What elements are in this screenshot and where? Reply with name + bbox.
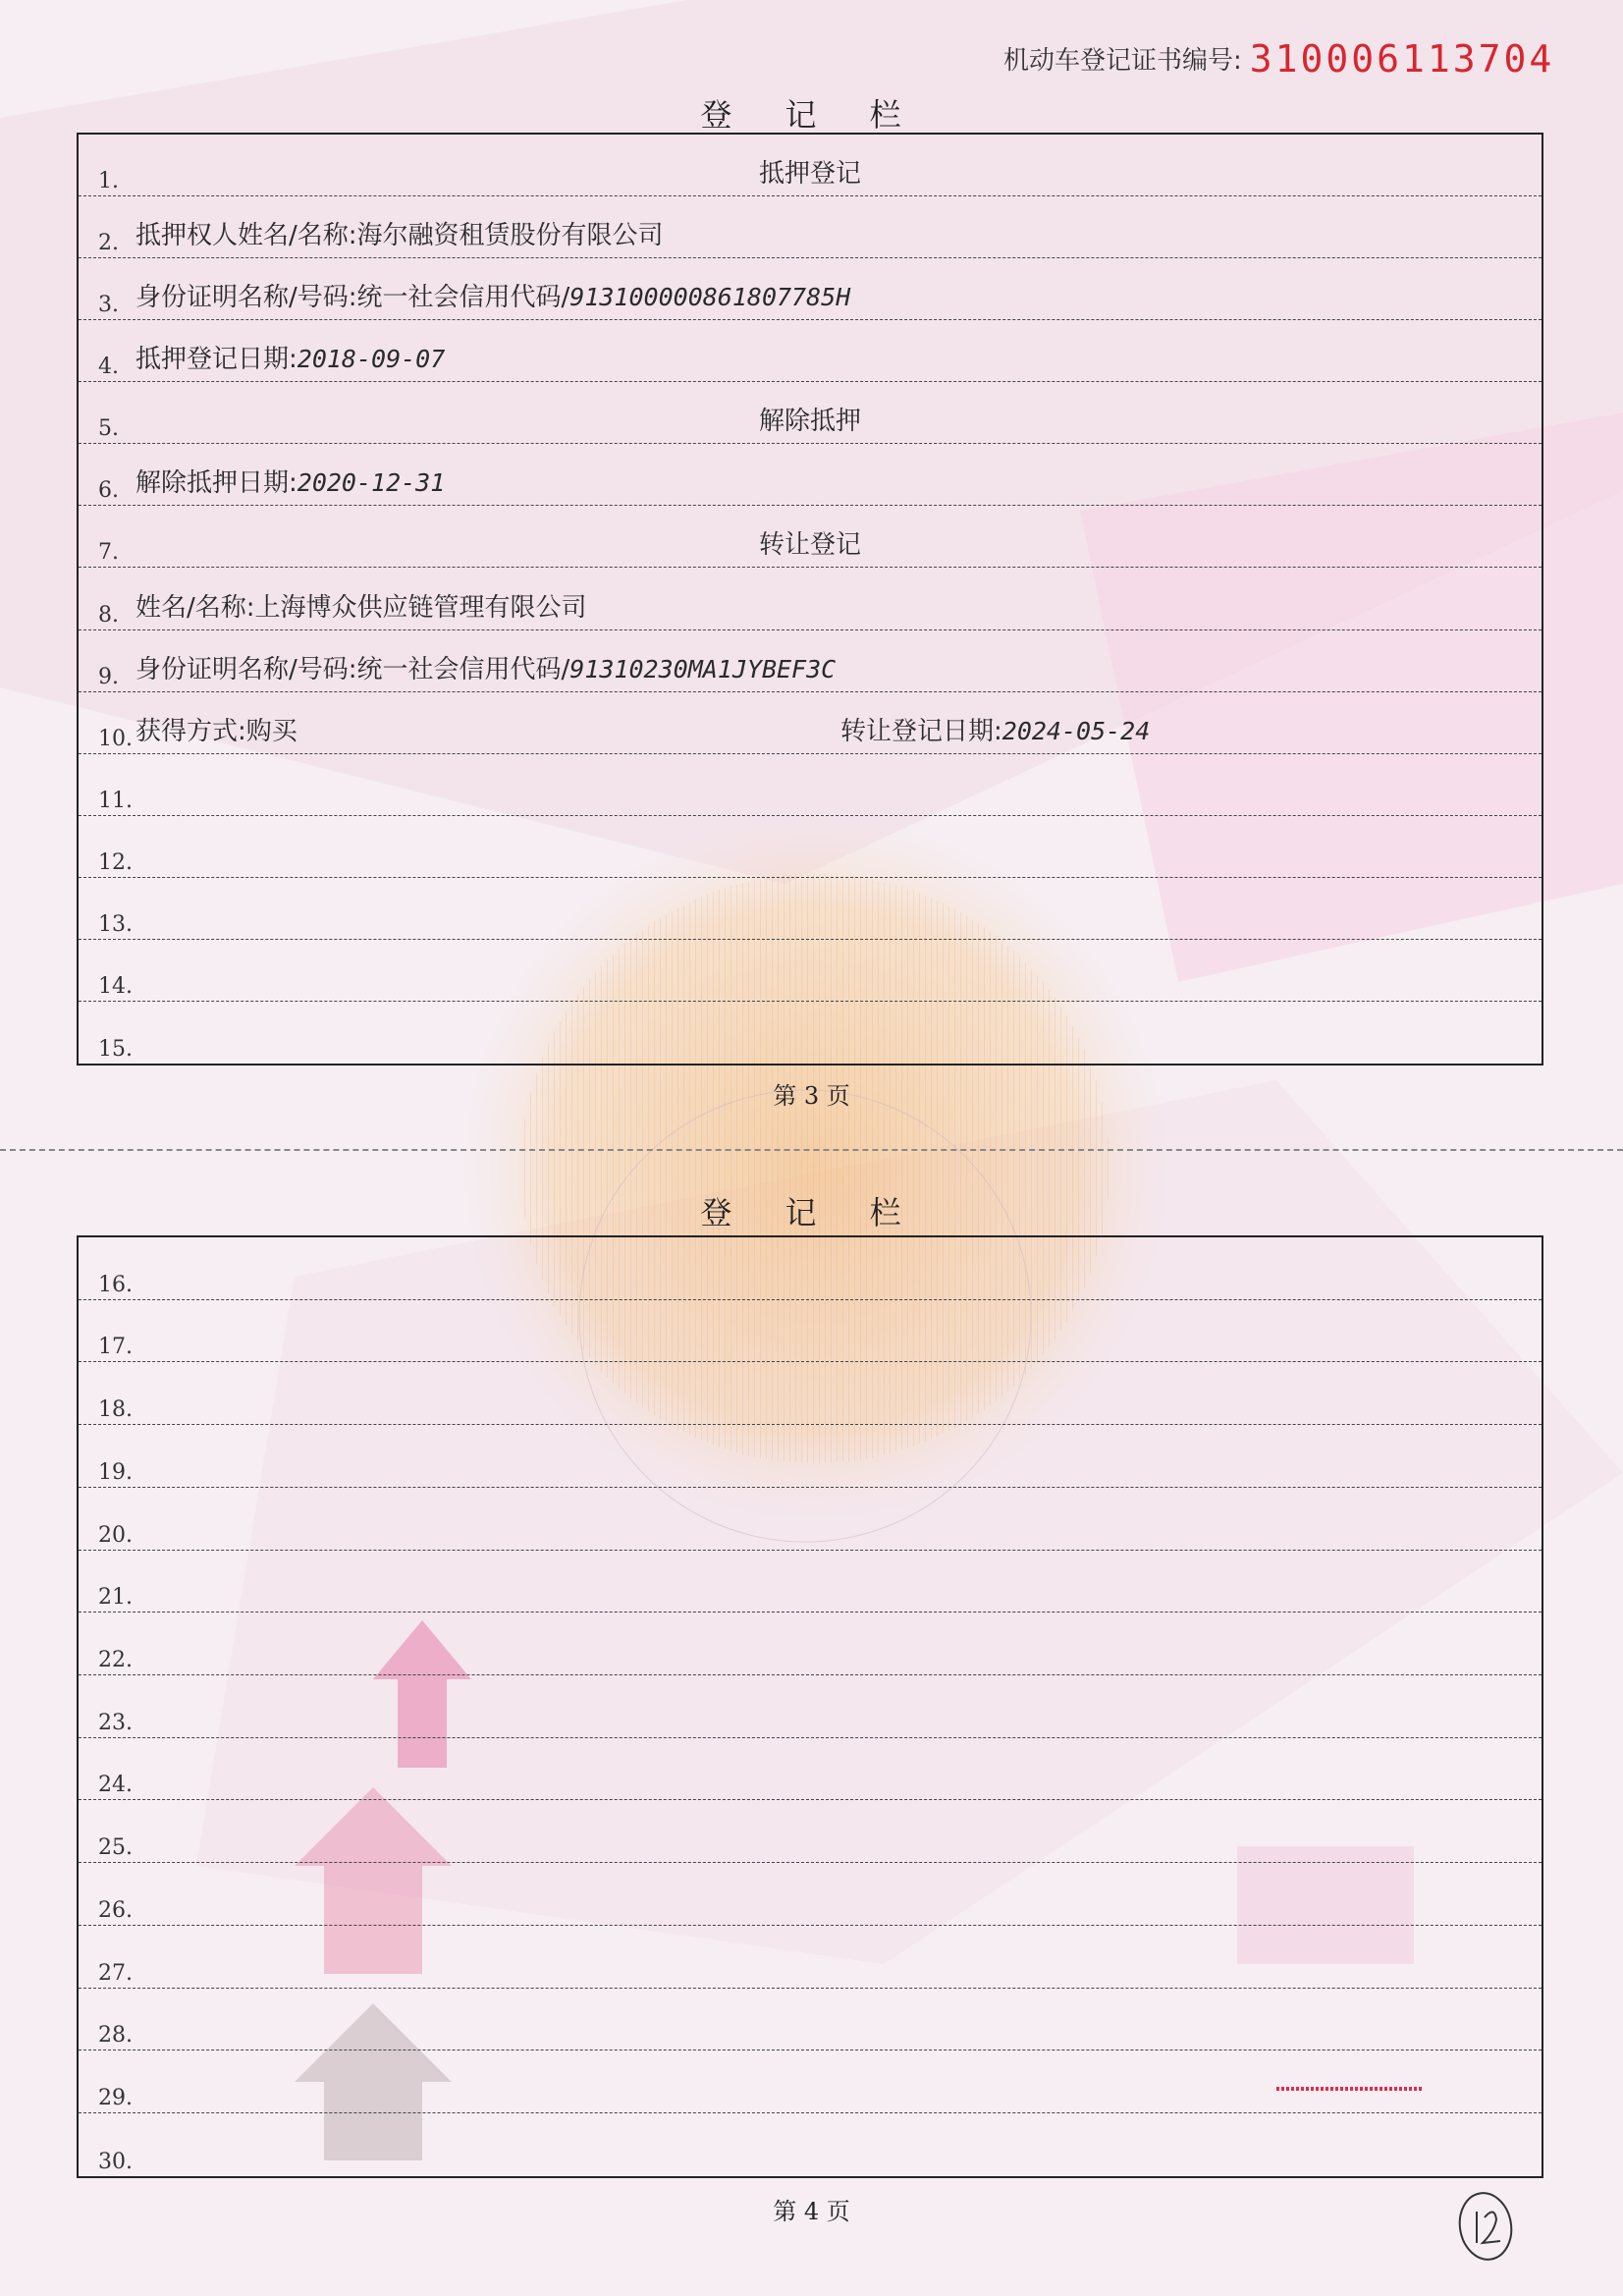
register-row xyxy=(79,1300,1542,1363)
row-number: 21. xyxy=(98,1585,133,1611)
row-number: 20. xyxy=(98,1522,133,1548)
register-row xyxy=(79,1362,1542,1425)
register-row xyxy=(79,258,1542,320)
entry-text xyxy=(135,711,298,747)
row-number: 30. xyxy=(98,2149,133,2174)
register-row xyxy=(79,1488,1542,1551)
row-number: 27. xyxy=(98,1960,133,1986)
row-number: 28. xyxy=(98,2023,133,2049)
section-heading: 抵押登记 xyxy=(758,159,861,190)
row-number: 29. xyxy=(98,2086,133,2111)
page3-title: 登 记 栏 xyxy=(700,96,923,134)
entry-value: 2020-12-31 xyxy=(297,468,446,498)
row-number: 24. xyxy=(98,1773,133,1798)
entry-label: 身份证明名称/号码:统一社会信用代码/ xyxy=(135,283,570,313)
entry-value: 2018-09-07 xyxy=(297,345,446,374)
row-number: 5. xyxy=(98,416,119,442)
certificate-number xyxy=(1003,37,1554,81)
row-number: 19. xyxy=(98,1459,133,1485)
register-row xyxy=(79,196,1542,258)
register-row xyxy=(79,1989,1542,2051)
register-row xyxy=(79,630,1542,692)
entry-text xyxy=(135,587,587,624)
register-row xyxy=(79,1800,1542,1863)
row-number: 25. xyxy=(98,1835,133,1861)
row-number: 4. xyxy=(98,355,119,380)
row-number: 3. xyxy=(98,293,119,318)
register-row xyxy=(79,1675,1542,1738)
row-number: 2. xyxy=(98,231,119,256)
transfer-date xyxy=(840,711,1150,747)
row-number: 14. xyxy=(98,973,133,999)
register-row xyxy=(79,816,1542,878)
row-number: 17. xyxy=(98,1335,133,1360)
entry-text xyxy=(135,339,445,375)
register-row xyxy=(79,135,1542,196)
entry-label: 获得方式:购买 xyxy=(135,716,298,746)
register-row xyxy=(79,1863,1542,1926)
register-row xyxy=(79,1425,1542,1488)
row-number: 8. xyxy=(98,602,119,628)
register-row xyxy=(79,940,1542,1002)
handwritten-page-mark xyxy=(1455,2188,1516,2265)
entry-text xyxy=(135,463,445,499)
register-row xyxy=(79,878,1542,940)
row-number: 13. xyxy=(98,911,133,937)
page3-register-table xyxy=(77,133,1543,1066)
entry-label: 姓名/名称:上海博众供应链管理有限公司 xyxy=(135,592,587,623)
row-number: 10. xyxy=(98,726,133,751)
page3-number: 第 3 页 xyxy=(773,1082,850,1110)
row-number: 15. xyxy=(98,1036,133,1062)
entry-value: 91310230MA1JYBEF3C xyxy=(569,654,837,683)
register-row xyxy=(79,506,1542,568)
register-row xyxy=(79,1551,1542,1613)
section-heading: 转让登记 xyxy=(758,530,861,561)
row-number: 26. xyxy=(98,1897,133,1923)
register-row xyxy=(79,2050,1542,2113)
register-row xyxy=(79,382,1542,444)
register-row xyxy=(79,1738,1542,1801)
row-number: 22. xyxy=(98,1648,133,1673)
register-row xyxy=(79,1926,1542,1989)
transfer-date-value: 2024-05-24 xyxy=(1001,716,1151,745)
certificate-number-value: 310006113704 xyxy=(1249,37,1555,81)
entry-label: 抵押权人姓名/名称:海尔融资租赁股份有限公司 xyxy=(135,221,664,251)
register-row xyxy=(79,1237,1542,1300)
entry-label: 解除抵押日期: xyxy=(135,468,298,499)
entry-text xyxy=(135,649,836,685)
row-number: 1. xyxy=(98,169,119,194)
page4-title: 登 记 栏 xyxy=(700,1194,923,1231)
register-row xyxy=(79,2113,1542,2176)
row-number: 16. xyxy=(98,1272,133,1297)
row-number: 9. xyxy=(98,664,119,689)
entry-text xyxy=(135,277,850,313)
row-number: 7. xyxy=(98,540,119,566)
register-row xyxy=(79,1002,1542,1064)
row-number: 23. xyxy=(98,1710,133,1735)
section-heading: 解除抵押 xyxy=(758,407,861,437)
entry-label: 身份证明名称/号码:统一社会信用代码/ xyxy=(135,654,570,684)
page4-register-table xyxy=(77,1235,1543,2178)
row-number: 18. xyxy=(98,1397,133,1423)
row-number: 11. xyxy=(98,788,133,813)
certificate-number-label: 机动车登记证书编号: xyxy=(1003,46,1242,76)
row-number: 6. xyxy=(98,478,119,504)
register-row xyxy=(79,692,1542,754)
entry-text xyxy=(135,215,664,251)
page4-number: 第 4 页 xyxy=(773,2198,850,2225)
register-row xyxy=(79,444,1542,506)
register-row xyxy=(79,1613,1542,1675)
transfer-date-label: 转让登记日期: xyxy=(840,716,1002,746)
register-row xyxy=(79,754,1542,816)
register-row xyxy=(79,568,1542,629)
entry-label: 抵押登记日期: xyxy=(135,345,298,375)
entry-value: 913100000861807785H xyxy=(569,283,851,312)
page-fold-line xyxy=(0,1149,1623,1151)
row-number: 12. xyxy=(98,849,133,875)
register-row xyxy=(79,320,1542,382)
